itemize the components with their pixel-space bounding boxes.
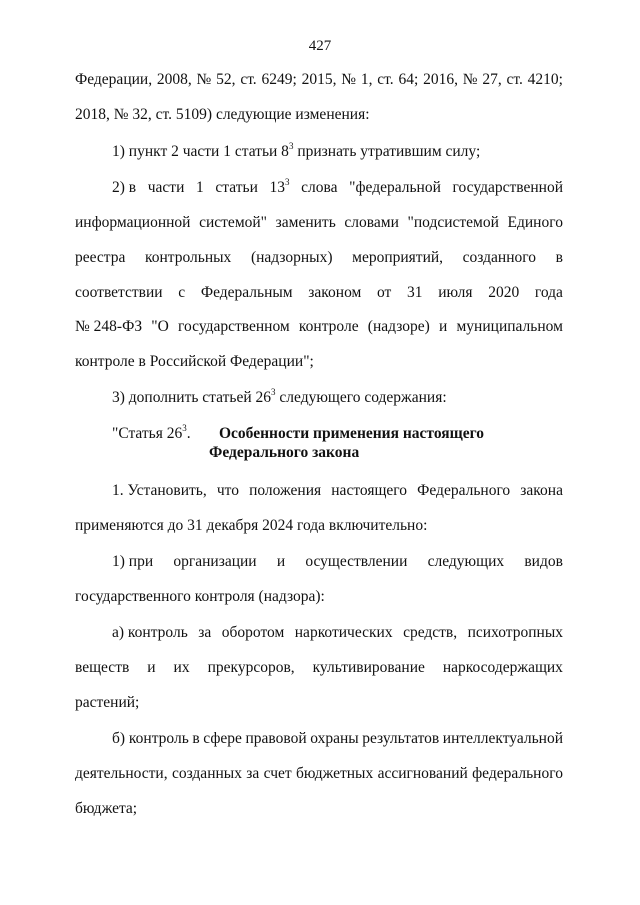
word: результатов <box>362 730 440 747</box>
word: июля <box>438 284 473 301</box>
word: контрольных <box>145 249 232 266</box>
word: 1) при <box>112 553 154 570</box>
word: информационной <box>75 214 191 231</box>
word: словами <box>344 214 399 231</box>
word: 6249; <box>261 71 297 88</box>
word: 31 <box>407 284 423 301</box>
text-line-14 <box>112 553 563 571</box>
text-line-8 <box>75 318 563 336</box>
text-line-7 <box>75 284 563 302</box>
text-line-16 <box>112 624 563 642</box>
text-line-18: растений; <box>75 694 140 711</box>
word: 1 <box>196 179 204 196</box>
text-line-1 <box>75 71 563 89</box>
word: настоящего <box>331 482 408 499</box>
word: ст. <box>377 71 394 88</box>
word: муниципальном <box>456 318 563 335</box>
word: деятельности, <box>75 765 168 782</box>
word: сфере <box>203 730 242 747</box>
word: (надзоре) <box>367 318 430 335</box>
word: в <box>192 730 200 747</box>
word: средств, <box>403 624 458 641</box>
word: части <box>147 179 185 196</box>
word: с <box>178 284 186 301</box>
word: созданного <box>462 249 536 266</box>
article-label-a: "Статья 26 <box>112 425 183 442</box>
word: что <box>216 482 239 499</box>
word: 1. Установить, <box>112 482 207 499</box>
text-line-20 <box>75 765 563 783</box>
text-line-21: бюджета; <box>75 800 138 817</box>
word: за <box>198 624 212 641</box>
word: государственной <box>452 179 563 196</box>
word: Федерации, <box>75 71 153 88</box>
text-line-15: государственного контроля (надзора): <box>75 588 325 605</box>
word: бюджетных <box>296 765 374 782</box>
page-number: 427 <box>308 38 332 54</box>
word: следующих <box>427 553 505 570</box>
text-line-6 <box>75 249 563 267</box>
word: 2016, <box>423 71 458 88</box>
text-line-12 <box>112 482 563 500</box>
word: прекурсоров, <box>207 659 295 676</box>
text-line-2: 2018, № 32, ст. 5109) следующие изменения: <box>75 106 370 123</box>
word: "О <box>151 318 169 335</box>
word: ассигнований <box>377 765 468 782</box>
text-line-13: применяются до 31 декабря 2024 года включительно: <box>75 517 428 534</box>
word: статьи <box>215 179 258 196</box>
word: мероприятий, <box>352 249 444 266</box>
text-line-4 <box>112 176 563 197</box>
word: Единого <box>507 214 563 231</box>
text-line-9: контроле в Российской Федерации"; <box>75 353 314 370</box>
word: правовой <box>245 730 307 747</box>
word: законом <box>308 284 362 301</box>
article-title-line-1: Особенности применения настоящего <box>219 425 485 442</box>
word: оборотом <box>221 624 285 641</box>
text-line-10-b: следующего содержания: <box>275 389 447 406</box>
superscript: 3 <box>288 140 294 151</box>
word: веществ <box>75 659 130 676</box>
word: "федеральной <box>349 179 441 196</box>
word: 64; <box>398 71 419 88</box>
article-label <box>112 422 191 443</box>
word: года <box>534 284 563 301</box>
word: (надзорных) <box>250 249 333 266</box>
word: их <box>173 659 190 676</box>
word: $13^3$ <box>269 176 290 196</box>
word: федерального <box>472 765 563 782</box>
word: слова <box>301 179 338 196</box>
word: в <box>555 249 563 266</box>
word: № <box>462 71 478 88</box>
superscript: 3 <box>285 176 290 187</box>
word: государственном <box>178 318 290 335</box>
word: реестра <box>75 249 126 266</box>
word: системой" <box>199 214 267 231</box>
word: счет <box>263 765 292 782</box>
word: организации <box>173 553 257 570</box>
word: закона <box>520 482 563 499</box>
word: № <box>196 71 212 88</box>
word: № 248-ФЗ <box>75 318 143 335</box>
article-label-b: . <box>186 425 191 442</box>
word: Федеральным <box>200 284 293 301</box>
text-line-3-a: 1) пункт 2 части 1 статьи 8 <box>112 143 289 160</box>
word: а) контроль <box>112 624 188 641</box>
word: 2020 <box>488 284 520 301</box>
word: "подсистемой <box>407 214 499 231</box>
word: Федерального <box>417 482 511 499</box>
word: и <box>439 318 448 335</box>
word: 2015, <box>301 71 337 88</box>
word: видов <box>524 553 563 570</box>
text-line-19 <box>112 730 563 748</box>
text-line-3-b: признать утратившим силу; <box>293 143 481 160</box>
superscript: 3 <box>182 422 187 433</box>
word: наркотических <box>294 624 393 641</box>
word: б) контроль <box>112 730 189 747</box>
word: и <box>147 659 156 676</box>
word: 52, <box>216 71 236 88</box>
word: и <box>276 553 286 570</box>
text-line-5 <box>75 214 563 232</box>
word: контроле <box>298 318 359 335</box>
superscript: 3 <box>271 386 276 397</box>
word: заменить <box>275 214 336 231</box>
text-line-3 <box>112 140 481 161</box>
word: положения <box>249 482 322 499</box>
word: ст. <box>506 71 523 88</box>
word: 27, <box>482 71 502 88</box>
word: психотропных <box>467 624 563 641</box>
text-line-17 <box>75 659 563 677</box>
word: за <box>246 765 260 782</box>
text-line-10-a: 3) дополнить статьей 26 <box>112 389 272 406</box>
word: культивирование <box>312 659 425 676</box>
text-line-10 <box>112 386 447 407</box>
word: созданных <box>171 765 242 782</box>
word: № <box>341 71 357 88</box>
word: 2008, <box>156 71 192 88</box>
word: охраны <box>310 730 359 747</box>
word: осуществлении <box>305 553 408 570</box>
word: соответствии <box>75 284 163 301</box>
word: наркосодержащих <box>442 659 563 676</box>
word: интеллектуальной <box>442 730 563 747</box>
article-title-line-2: Федерального закона <box>209 444 360 461</box>
word: 2) в <box>112 179 137 196</box>
word: от <box>377 284 392 301</box>
word: ст. <box>240 71 257 88</box>
word: 1, <box>360 71 373 88</box>
word: 4210; <box>527 71 563 88</box>
